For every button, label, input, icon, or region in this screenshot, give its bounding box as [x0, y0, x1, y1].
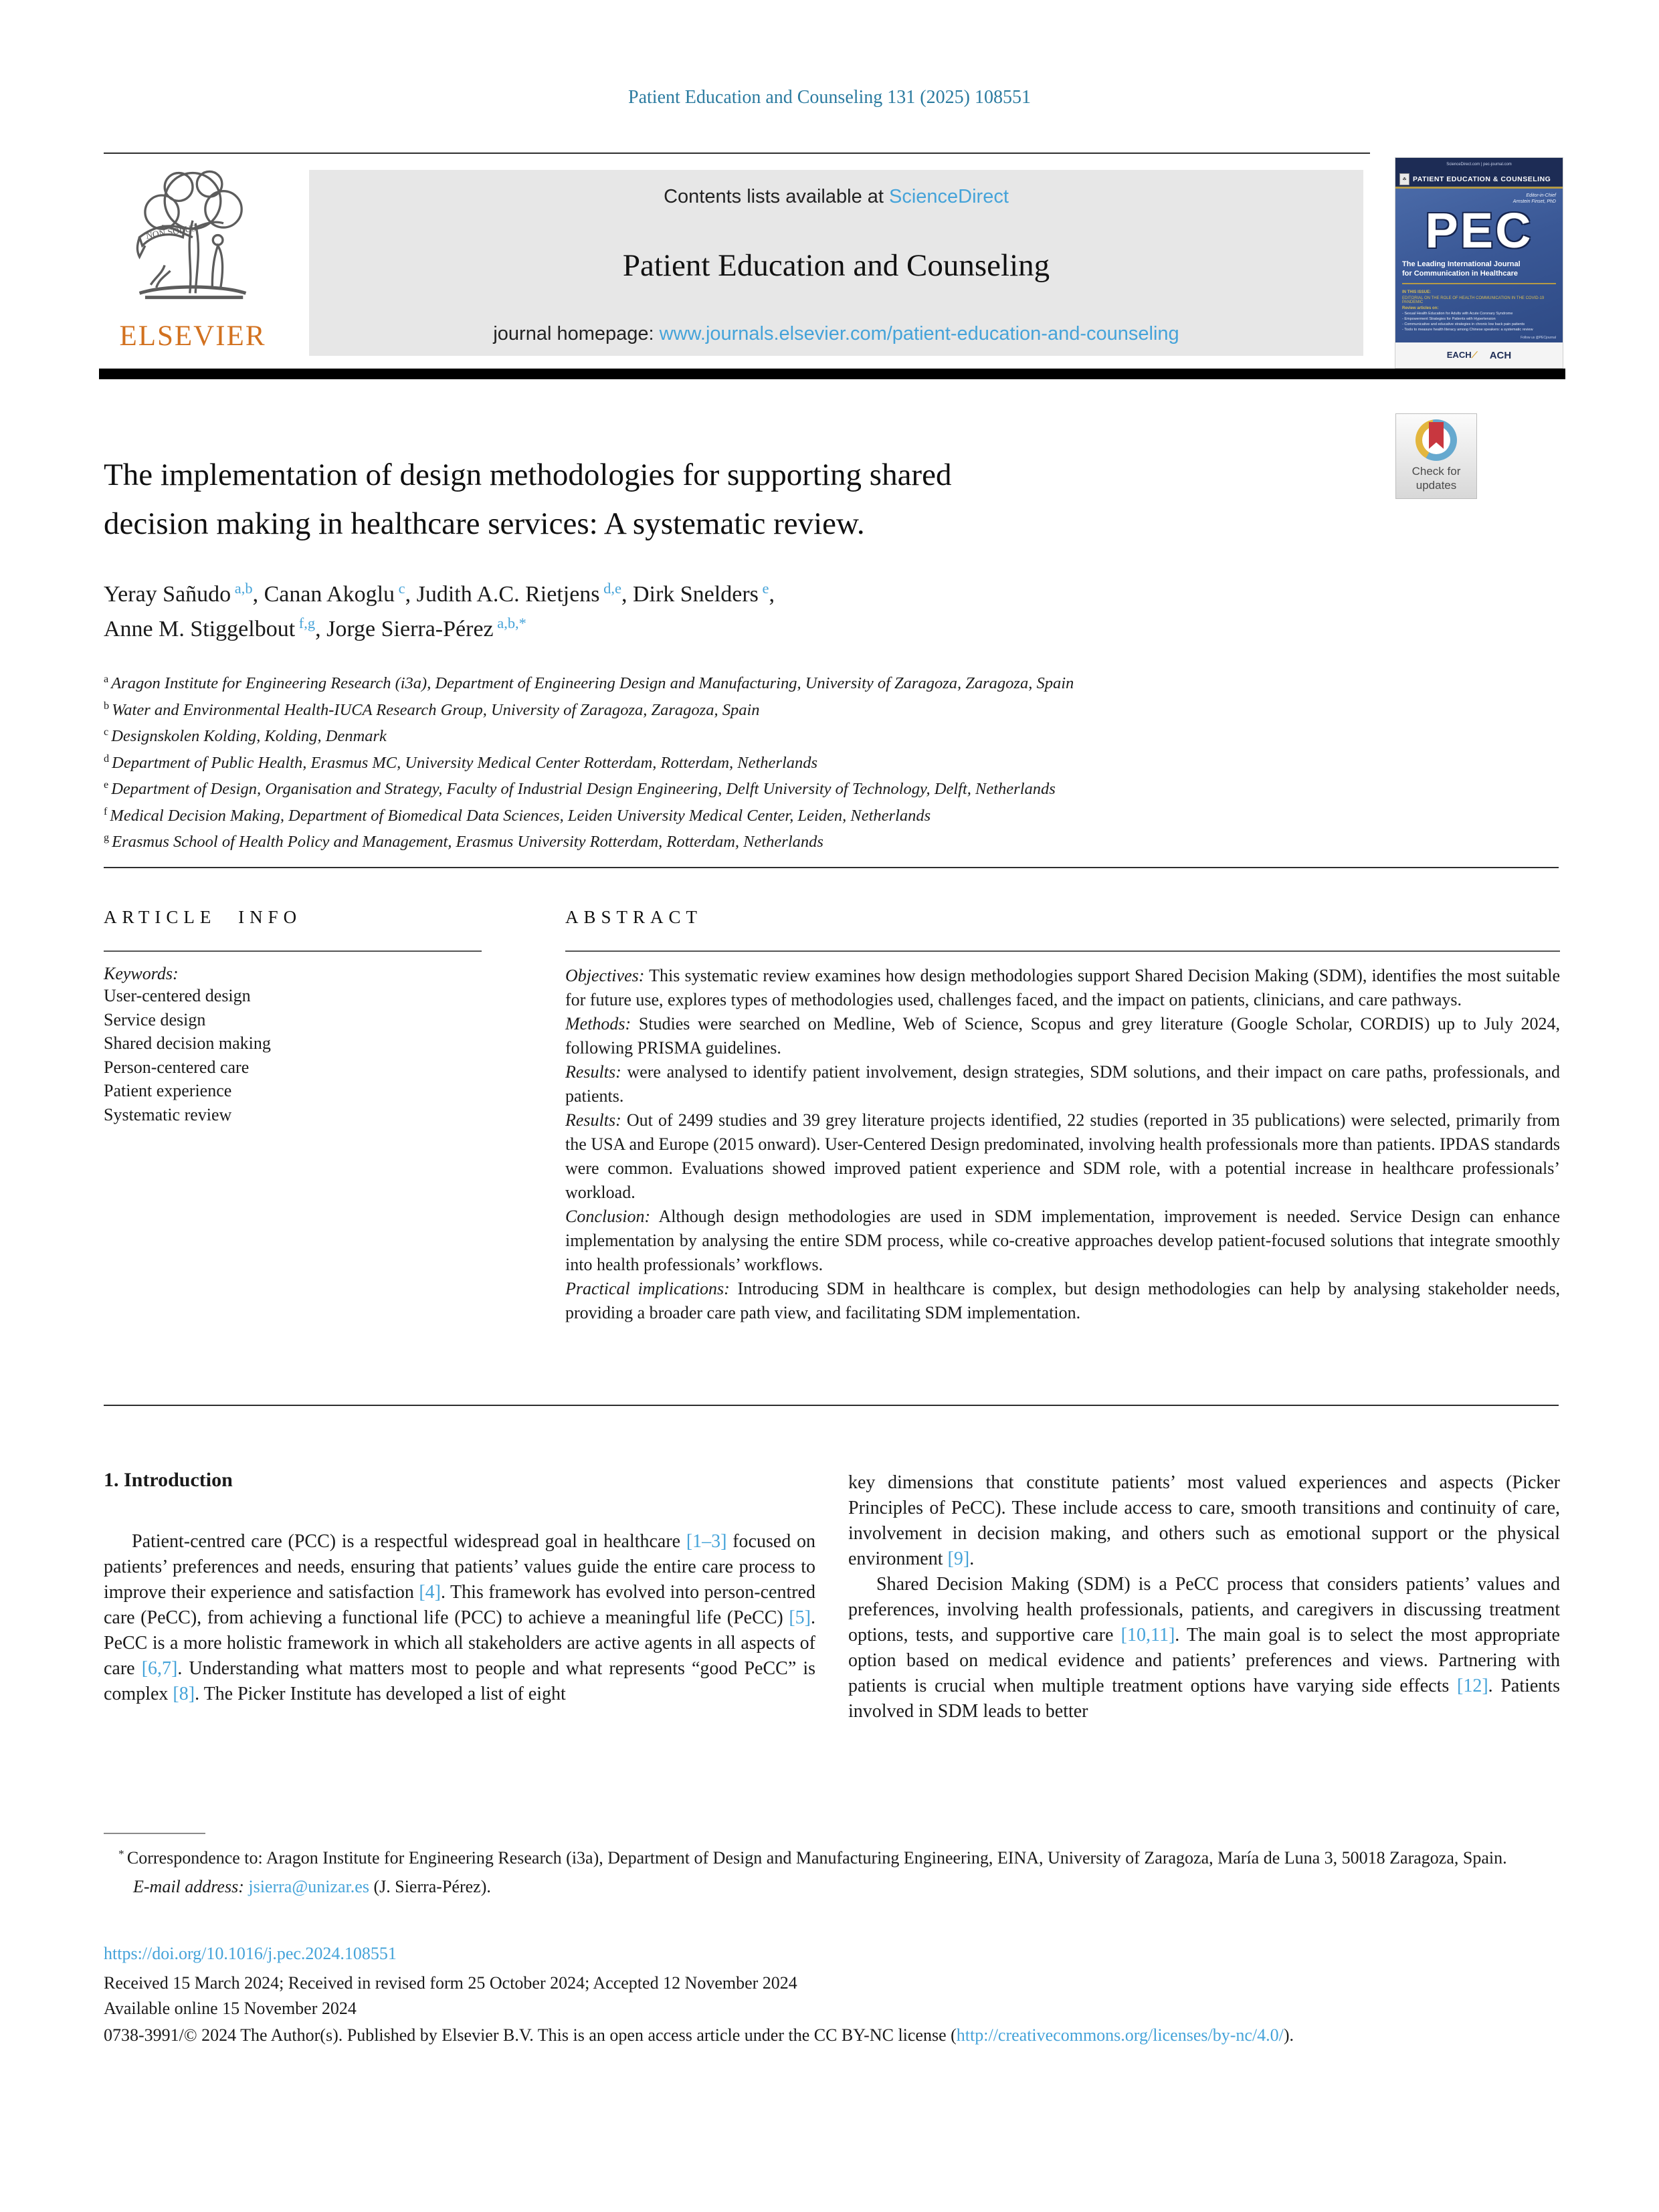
doi-link-line [104, 1944, 1561, 1964]
doi-line [104, 1944, 1561, 1964]
text-segment: key dimensions that constitute patients’ most valued experiences and aspects (Picker Principles of PeCC). These include access to care, smooth transitions and continuity of care, involvement in decision making, and others such as emotional support or the physical environment [848, 1472, 1560, 1569]
intro-left-column [104, 1529, 815, 1707]
text-segment: . [969, 1548, 975, 1569]
abstract-paragraph [565, 1012, 1560, 1060]
available-online [104, 1999, 1561, 2019]
cover-divider [1402, 283, 1556, 284]
check-for-updates-badge[interactable] [1395, 413, 1477, 499]
keywords-label: Keywords: [104, 964, 179, 983]
affiliation [104, 751, 1508, 778]
abstract-paragraph [565, 1108, 1560, 1205]
text-segment: a [104, 674, 112, 686]
journal-reference: Patient Education and Counseling 131 (2025) 108551 [628, 87, 1031, 108]
contents-line [664, 186, 1009, 208]
text-segment: Erasmus School of Health Policy and Management, Erasmus University Rotterdam, Rotterdam, Netherlands [112, 833, 823, 851]
list-item: Shared decision making [104, 1033, 271, 1053]
article-title-line [104, 451, 1375, 500]
crossmark-icon [1416, 419, 1457, 461]
article-info-rule [104, 950, 482, 952]
cover-main [1395, 189, 1563, 342]
cover-top-links: ScienceDirect.com | pec-journal.com [1446, 163, 1512, 167]
affiliation [104, 724, 1508, 751]
cover-elsevier-mini-logo-icon: ☘ [1399, 173, 1409, 185]
cover-masthead-title: PATIENT EDUCATION & COUNSELING [1413, 175, 1551, 183]
text-segment: e [758, 579, 769, 597]
text-segment: were analysed to identify patient involvement, design strategies, SDM solutions, and their impact on care paths, professionals, and patients. [565, 1062, 1560, 1106]
abstract-body [565, 964, 1560, 1325]
footnote-line [104, 1845, 1561, 1874]
body-paragraph [848, 1470, 1560, 1572]
text-segment: focused on patients’ preferences and needs, ensuring that patients’ values guide the entire care process to improve their experience and satisfaction [104, 1531, 815, 1603]
each-logo: EACH⟋ [1446, 350, 1478, 360]
received-line [104, 1973, 1561, 1993]
footnote-rule [104, 1833, 205, 1834]
text-segment: decision making in healthcare services: A systematic review. [104, 506, 865, 541]
author-line [104, 578, 1375, 613]
inline-link[interactable]: [1–3] [686, 1531, 727, 1552]
article-title [104, 451, 1375, 548]
text-segment: ). [1283, 2025, 1294, 2045]
text-segment: . Understanding what matters most to people and what represents “good PeCC” is complex [104, 1658, 816, 1704]
text-segment: . This framework has evolved into person-centred care (PeCC), from achieving a functional life (PCC) to achieve a meaningful life (PeCC) [104, 1582, 816, 1628]
list-item: Person-centered care [104, 1057, 250, 1077]
affiliation [104, 804, 1508, 831]
abstract-bottom-rule [104, 1405, 1559, 1406]
abstract-paragraph [565, 1205, 1560, 1277]
abstract-paragraph [565, 1277, 1560, 1325]
author-line [104, 613, 1375, 647]
header-top-rule [104, 153, 1370, 154]
homepage-link[interactable]: www.journals.elsevier.com/patient-education-and-counseling [659, 323, 1179, 344]
elsevier-tree-icon [122, 165, 263, 318]
text-segment: Shared Decision Making (SDM) is a PeCC process that considers patients’ values and preferences, involving health professionals, patients, and caregivers in discussing treatment options, tests, and supportive care [848, 1574, 1560, 1645]
list-item: Service design [104, 1009, 206, 1029]
text-segment: , Canan Akoglu [252, 582, 395, 607]
author-list [104, 578, 1375, 647]
separator-bar [99, 369, 1565, 379]
article-title-line [104, 500, 1375, 548]
text-segment: a,b,* [493, 614, 526, 631]
journal-header-box [309, 170, 1363, 356]
list-item: - Tools to measure health literacy among Chinese speakers: a systematic review [1402, 328, 1533, 332]
contents-prefix: Contents lists available at [664, 186, 889, 207]
article-info-heading: ARTICLE INFO [104, 907, 302, 927]
text-segment: Aragon Institute for Engineering Research (i3a), Department of Engineering Design and Manufacturing, University of Zaragoza, Zaragoza, Spain [111, 674, 1074, 692]
text-segment: d,e [599, 579, 621, 597]
inline-link[interactable]: http://creativecommons.org/licenses/by-nc/4.0/ [956, 2025, 1284, 2045]
text-segment: Medical Decision Making, Department of Biomedical Data Sciences, Leiden University Medical Center, Leiden, Netherlands [110, 806, 931, 825]
text-segment: . Patients involved in SDM leads to better [848, 1676, 1560, 1722]
text-segment: Received 15 March 2024; Received in revised form 25 October 2024; Accepted 12 November 2024 [104, 1973, 797, 1993]
affiliation [104, 698, 1508, 725]
abstract-paragraph [565, 1060, 1560, 1108]
text-segment: Methods: [565, 1014, 631, 1033]
text-segment: * [118, 1847, 127, 1860]
keywords-list [104, 984, 482, 1126]
text-segment: c [395, 579, 405, 597]
cover-bottom-band [1395, 342, 1563, 368]
text-segment: This systematic review examines how design methodologies support Shared Decision Making (SDM), identifies the most suitable for future use, explores types of methodologies used, challenges faced, and the impact on patients, clinicians, and care pathways. [565, 966, 1560, 1009]
text-segment: Department of Design, Organisation and Strategy, Faculty of Industrial Design Engineering, Delft University of Technology, Delft, Netherlands [111, 780, 1056, 798]
text-segment: Water and Environmental Health-IUCA Research Group, University of Zaragoza, Zaragoza, Spain [112, 700, 760, 719]
body-paragraph [104, 1529, 815, 1707]
text-segment: d [104, 752, 112, 765]
text-segment: , Jorge Sierra-Pérez [315, 617, 494, 641]
inline-link[interactable]: jsierra@unizar.es [243, 1877, 369, 1896]
text-segment: Department of Public Health, Erasmus MC, University Medical Center Rotterdam, Rotterdam, Netherlands [112, 753, 818, 772]
license-statement [104, 2023, 1415, 2048]
text-segment: Practical implications: [565, 1279, 730, 1298]
list-item: - Empowerment Strategies for Patients with Hypertension [1402, 317, 1496, 321]
text-segment: 0738-3991/© 2024 The Author(s). Published by Elsevier B.V. This is an open access article under the CC BY-NC license ( [104, 2025, 957, 2045]
text-segment: Correspondence to: Aragon Institute for Engineering Research (i3a), Department of Design and Manufacturing Engineering, EINA, University of Zaragoza, María de Luna 3, 50018 Zaragoza, Spain. [126, 1848, 1507, 1868]
affiliation [104, 672, 1508, 698]
section-heading-introduction: 1. Introduction [104, 1469, 233, 1491]
text-segment: Objectives: [565, 966, 645, 985]
inline-link[interactable]: [12] [1457, 1676, 1488, 1696]
text-segment: f,g [295, 614, 316, 631]
journal-cover-thumbnail[interactable] [1395, 158, 1563, 368]
text-segment: f [104, 805, 110, 817]
text-segment: Available online 15 November 2024 [104, 1999, 357, 2018]
check-for-updates-label: Check for updates [1411, 465, 1461, 492]
ach-logo: ACH [1489, 349, 1512, 361]
text-segment: Although design methodologies are used in SDM implementation, improvement is needed. Service Design can enhance implementation by analysing the entire SDM process, while co-creative approaches develop patient-focused solutions that integrate smoothly into health professionals’ workflows. [565, 1207, 1560, 1274]
body-paragraph [848, 1572, 1560, 1724]
abstract-column [565, 907, 1560, 1325]
text-segment: b [104, 700, 112, 712]
abstract-heading: ABSTRACT [565, 907, 703, 927]
journal-title: Patient Education and Counseling [622, 248, 1050, 283]
license-line [104, 2023, 1415, 2048]
list-item: User-centered design [104, 986, 251, 1005]
text-segment: e [104, 779, 112, 791]
inline-link[interactable]: [8] [173, 1684, 195, 1704]
inline-link[interactable]: [4] [419, 1582, 441, 1603]
cover-pec-logo: PEC [1425, 203, 1533, 258]
inline-link[interactable]: https://doi.org/10.1016/j.pec.2024.108551 [104, 1944, 397, 1963]
inline-link[interactable]: [5] [789, 1607, 811, 1628]
text-segment: E-mail address: [133, 1877, 244, 1896]
article-info-column [104, 907, 482, 1126]
list-item: Systematic review [104, 1104, 232, 1124]
non-solus-banner: NON SOLUS [145, 223, 197, 241]
cover-follow: Follow us @PECjournal [1521, 336, 1556, 340]
abstract-rule [565, 950, 1560, 952]
text-segment: g [104, 832, 112, 844]
text-segment: , Judith A.C. Rietjens [405, 582, 600, 607]
text-segment: , [769, 582, 775, 607]
correspondence-note [104, 1845, 1561, 1900]
sciencedirect-link[interactable]: ScienceDirect [889, 186, 1009, 207]
homepage-prefix: journal homepage: [493, 323, 660, 344]
homepage-line [493, 323, 1179, 345]
list-item: - Communicative and educative strategies in chronic low back pain patients [1402, 322, 1525, 326]
inline-link[interactable]: [10,11] [1120, 1625, 1175, 1645]
affiliation [104, 830, 1508, 857]
cover-issue-line: EDITORIAL ON THE ROLE OF HEALTH COMMUNICATION IN THE COVID-19 PANDEMIC [1402, 296, 1545, 304]
text-segment: Introducing SDM in healthcare is complex, but design methodologies can help by analysing stakeholder needs, providing a broader care path view, and facilitating SDM implementation. [565, 1279, 1560, 1322]
info-top-rule [104, 867, 1559, 868]
cover-review-label: Review articles on: [1402, 306, 1439, 310]
affiliation [104, 777, 1508, 804]
text-segment: Patient-centred care (PCC) is a respectful widespread goal in healthcare [132, 1531, 686, 1552]
inline-link[interactable]: [6,7] [141, 1658, 178, 1679]
text-segment: , Dirk Snelders [621, 582, 759, 607]
text-segment: Anne M. Stiggelbout [104, 617, 296, 641]
text-segment: c [104, 726, 112, 738]
text-segment: a,b [231, 579, 253, 597]
footnote-line [104, 1874, 1561, 1900]
text-segment: . The main goal is to select the most appropriate option based on medical evidence and patients’ preferences and views. Partnering with patients is crucial when multiple treatment options have varying side effects [848, 1625, 1560, 1696]
abstract-paragraph [565, 964, 1560, 1012]
text-segment: Studies were searched on Medline, Web of Science, Scopus and grey literature (Google Scholar, CORDIS) up to July 2024, following PRISMA guidelines. [565, 1014, 1560, 1058]
affiliation-list [104, 672, 1508, 857]
cover-masthead [1395, 171, 1563, 189]
cover-tagline: The Leading International Journal for Communication in Healthcare [1402, 260, 1521, 278]
text-segment: The implementation of design methodologies for supporting shared [104, 458, 952, 492]
text-segment: Conclusion: [565, 1207, 651, 1226]
list-item: - Sexual Health Education for Adults with Acute Coronary Syndrome [1402, 312, 1513, 316]
cover-issue-label: IN THIS ISSUE: [1402, 290, 1432, 294]
available-line [104, 1999, 1561, 2019]
intro-right-column [848, 1470, 1560, 1724]
elsevier-logo[interactable] [102, 165, 284, 360]
text-segment: Results: [565, 1110, 621, 1130]
text-segment: . PeCC is a more holistic framework in which all stakeholders are active agents in all aspects of care [104, 1607, 815, 1679]
text-segment: Designskolen Kolding, Kolding, Denmark [111, 727, 387, 745]
received-dates [104, 1973, 1561, 1993]
text-segment: Results: [565, 1062, 621, 1082]
elsevier-wordmark: ELSEVIER [119, 320, 266, 352]
inline-link[interactable]: [9] [947, 1548, 970, 1569]
cover-editor: Editor-in-Chief Arnstein Finset, PhD [1512, 193, 1556, 204]
cover-bullets [1402, 310, 1556, 332]
text-segment: (J. Sierra-Pérez). [369, 1877, 491, 1896]
list-item: Patient experience [104, 1081, 232, 1100]
text-segment: Out of 2499 studies and 39 grey literature projects identified, 22 studies (reported in 35 publications) were selected, primarily from the USA and Europe (2015 onward). User-Centered Design predominated, involving health professionals more than patients. IPDAS standards were common. Evaluations showed improved patient experience and SDM role, with a potential increase in healthcare professionals’ workload. [565, 1110, 1560, 1202]
text-segment: Yeray Sañudo [104, 582, 231, 607]
text-segment: . The Picker Institute has developed a list of eight [195, 1684, 566, 1704]
